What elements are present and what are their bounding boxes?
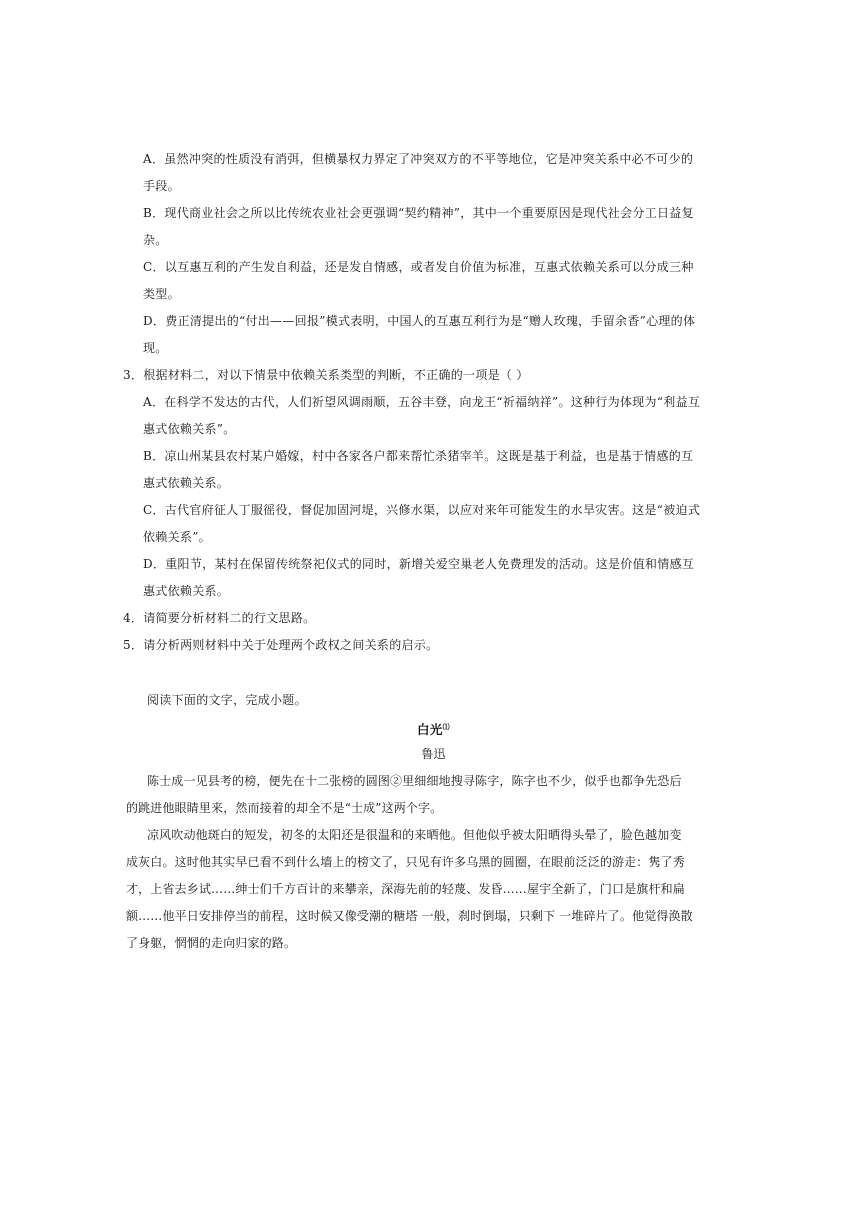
passage-title [0,719,867,738]
paragraph-1-line-2: 的跳进他眼睛里来，然而接着的却全不是“士成”这两个字。 [126,801,443,815]
q2-option-a-line-1: A．虽然冲突的性质没有消弭，但横暴权力界定了冲突双方的不平等地位，它是冲突关系中必不可少的 [143,152,694,166]
q2-option-a-line-2: 手段。 [143,179,180,193]
q3-option-a-line-1: A．在科学不发达的古代，人们祈望风调雨顺，五谷丰登，向龙王“祈福纳祥”。这种行为体现为“利益互 [143,395,701,409]
q3-option-a-line-2: 惠式依赖关系”。 [143,422,236,436]
paragraph-2-line-3: 才，上省去乡试……绅士们千方百计的来攀亲，深海先前的轻蔑、发昏……屋宇全新了，门口是旗杆和扁 [126,882,685,896]
q2-option-b-line-2: 杂。 [143,233,168,247]
q2-option-d-line-2: 现。 [143,341,168,355]
paragraph-2-line-1: 凉风吹动他斑白的短发，初冬的太阳还是很温和的来晒他。但他似乎被太阳晒得头晕了，脸色越加变 [147,828,682,842]
q3-option-d-line-2: 惠式依赖关系。 [143,584,230,598]
q3-option-d-line-1: D．重阳节，某村在保留传统祭祀仪式的同时，新增关爱空巢老人免费理发的活动。这是价值和情感互 [143,557,695,571]
q3-option-c-line-2: 依赖关系”。 [143,530,211,544]
q3-option-b-line-2: 惠式依赖关系。 [143,476,230,490]
q2-option-b-line-1: B．现代商业社会之所以比传统农业社会更强调“契约精神”，其中一个重要原因是现代社会分工日益复 [143,206,694,220]
passage-title-note: ⑴ [442,722,450,731]
q3-option-b-line-1: B．凉山州某县农村某户婚嫁，村中各家各户都来帮忙杀猪宰羊。这既是基于利益，也是基于情感的互 [143,449,694,463]
q2-option-d-line-1: D．费正清提出的“付出——回报”模式表明，中国人的互惠互利行为是“赠人玫瑰，手留余香”心理的体 [143,314,696,328]
reading-instruction: 阅读下面的文字，完成小题。 [147,693,307,707]
q3-option-c-line-1: C．古代官府征人丁服徭役，督促加固河堤，兴修水渠，以应对来年可能发生的水旱灾害。这是“被迫式 [143,503,701,517]
paragraph-2-line-5: 了身躯，惘惘的走向归家的路。 [126,936,297,950]
q2-option-c-line-2: 类型。 [143,287,180,301]
passage-author: 鲁迅 [421,747,446,761]
q4-stem: 4．请简要分析材料二的行文思路。 [123,611,316,625]
q2-option-c-line-1: C．以互惠互利的产生发自利益，还是发自情感，或者发自价值为标准，互惠式依赖关系可以分成三种 [143,260,694,274]
paragraph-2-line-2: 成灰白。这时他其实早已看不到什么墙上的榜文了，只见有许多乌黑的圆圈，在眼前泛泛的游走：隽了秀 [126,855,685,869]
q5-stem: 5．请分析两则材料中关于处理两个政权之间关系的启示。 [123,638,439,652]
paragraph-1-line-1: 陈士成一见县考的榜，便先在十二张榜的圆图②里细细地搜寻陈字，陈字也不少，似乎也都争先恐后 [147,774,682,788]
paragraph-2-line-4: 额……他平日安排停当的前程，这时候又像受潮的糖塔 一般，刹时倒塌，只剩下 一堆碎片了。他觉得涣散 [126,909,693,923]
passage-title-text: 白光 [417,722,443,738]
q3-stem: 3．根据材料二，对以下情景中依赖关系类型的判断，不正确的一项是（ ） [123,368,529,382]
